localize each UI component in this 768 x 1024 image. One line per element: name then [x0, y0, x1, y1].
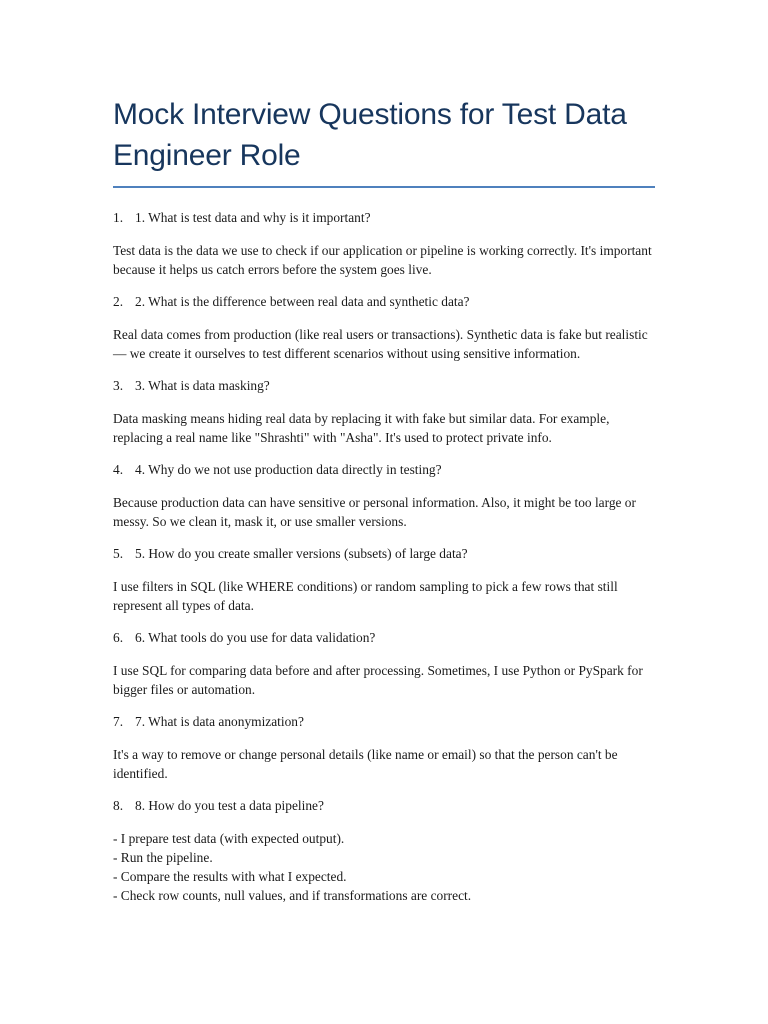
question-4 [113, 460, 655, 479]
question-7 [113, 712, 655, 731]
document-page [113, 94, 655, 918]
question-text: 2. What is the difference between real data and synthetic data? [135, 294, 470, 309]
answer-line: - I prepare test data (with expected output). [113, 831, 345, 846]
question-number: 5. [113, 546, 124, 561]
answer-line: - Compare the results with what I expected. [113, 869, 347, 884]
answer-4: Because production data can have sensitive or personal information. Also, it might be too large or messy. So we clean it, mask it, or use smaller versions. [113, 495, 636, 529]
title-divider [113, 186, 655, 188]
question-6 [113, 628, 655, 647]
question-number: 1. [113, 210, 124, 225]
question-8 [113, 796, 655, 815]
question-text: 8. How do you test a data pipeline? [135, 798, 324, 813]
answer-1: Test data is the data we use to check if our application or pipeline is working correctly. It's important because it helps us catch errors before the system goes live. [113, 243, 652, 277]
question-number: 6. [113, 630, 124, 645]
answer-line: - Run the pipeline. [113, 850, 213, 865]
question-1 [113, 208, 655, 227]
question-text: 6. What tools do you use for data validation? [135, 630, 376, 645]
answer-3: Data masking means hiding real data by replacing it with fake but similar data. For example, replacing a real name like "Shrashti" with "Asha". It's used to protect private info. [113, 411, 610, 445]
question-2 [113, 292, 655, 311]
question-number: 8. [113, 798, 124, 813]
question-number: 2. [113, 294, 124, 309]
question-text: 4. Why do we not use production data directly in testing? [135, 462, 442, 477]
question-3 [113, 376, 655, 395]
answer-7: It's a way to remove or change personal details (like name or email) so that the person can't be identified. [113, 747, 618, 781]
qa-list [113, 208, 655, 905]
question-5 [113, 544, 655, 563]
answer-8 [113, 829, 655, 905]
question-text: 7. What is data anonymization? [135, 714, 304, 729]
answer-2: Real data comes from production (like real users or transactions). Synthetic data is fake but realistic — we create it ourselves to test different scenarios without using sensitive information. [113, 327, 648, 361]
document-title: Mock Interview Questions for Test Data Engineer Role [113, 98, 627, 172]
question-number: 7. [113, 714, 124, 729]
question-text: 3. What is data masking? [135, 378, 270, 393]
question-number: 3. [113, 378, 124, 393]
question-text: 5. How do you create smaller versions (subsets) of large data? [135, 546, 468, 561]
answer-6: I use SQL for comparing data before and after processing. Sometimes, I use Python or PySpark for bigger files or automation. [113, 663, 643, 697]
question-text: 1. What is test data and why is it important? [135, 210, 371, 225]
answer-line: - Check row counts, null values, and if transformations are correct. [113, 888, 472, 903]
question-number: 4. [113, 462, 124, 477]
answer-5: I use filters in SQL (like WHERE conditions) or random sampling to pick a few rows that still represent all types of data. [113, 579, 618, 613]
